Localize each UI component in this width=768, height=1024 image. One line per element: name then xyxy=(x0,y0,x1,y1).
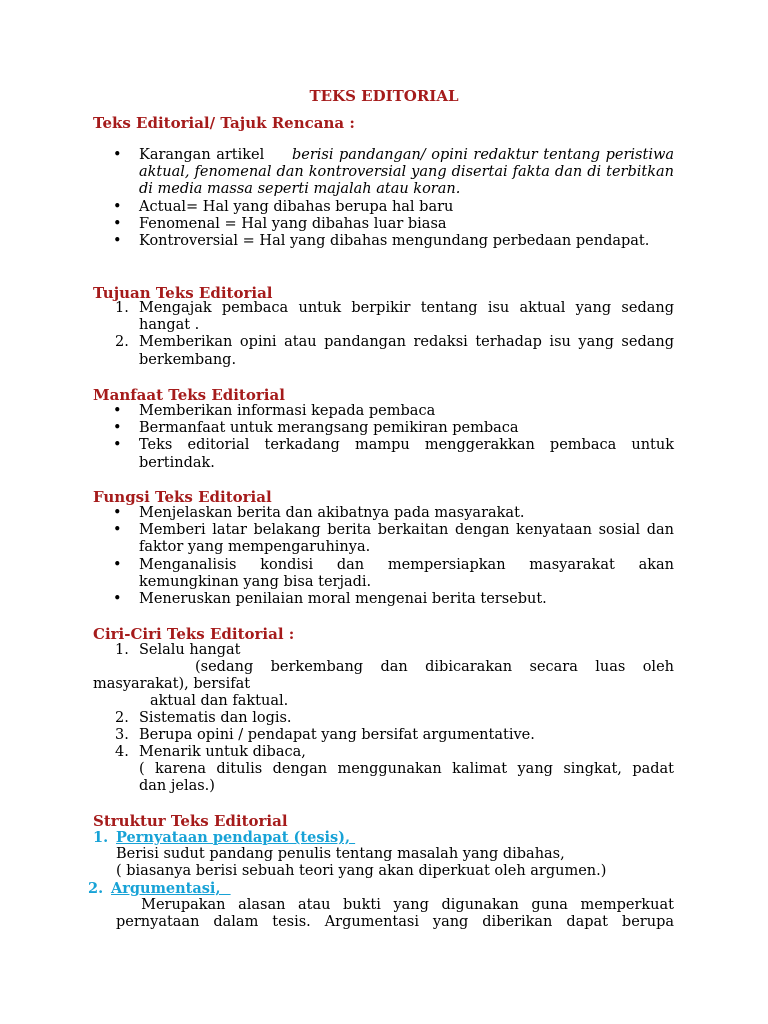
bullet-icon: • xyxy=(113,437,122,454)
list-number: 2. xyxy=(115,334,129,351)
definition-list xyxy=(93,147,674,250)
ciri-item-4-line2: ( karena ditulis dengan menggunakan kalimat yang singkat, padat xyxy=(139,761,674,777)
definition-item-italic: berisi pandangan/ opini redaktur tentang peristiwa aktual, fenomenal dan kontroversial yang disertai fakta dan di terbitkan di media massa seperti majalah atau koran. xyxy=(139,147,675,198)
ciri-number-1: 1. xyxy=(115,642,129,658)
struktur-heading-tesis[interactable]: Pernyataan pendapat (tesis), xyxy=(116,829,356,846)
bullet-icon: • xyxy=(113,233,122,250)
ciri-item-1-line2: (sedang berkembang dan dibicarakan secara luas oleh xyxy=(195,659,674,675)
struktur-number-1: 1. xyxy=(93,829,109,846)
manfaat-list xyxy=(93,403,674,472)
ciri-number-4: 4. xyxy=(115,744,129,760)
ciri-item-4: Menarik untuk dibaca, xyxy=(139,744,306,760)
tujuan-list xyxy=(93,300,674,369)
bullet-icon: • xyxy=(113,215,122,232)
list-item xyxy=(93,300,674,334)
definition-item-text: Fenomenal = Hal yang dibahas luar biasa xyxy=(139,215,447,232)
section-heading-ciri: Ciri-Ciri Teks Editorial : xyxy=(93,625,295,643)
list-item xyxy=(93,216,674,233)
manfaat-item-text: Memberikan informasi kepada pembaca xyxy=(139,403,436,419)
list-item xyxy=(93,199,674,216)
ciri-item-3: Berupa opini / pendapat yang bersifat argumentative. xyxy=(139,727,535,743)
bullet-icon: • xyxy=(113,505,122,521)
definition-item-normal: Karangan artikel xyxy=(139,147,265,163)
list-item xyxy=(93,403,674,420)
fungsi-item-text: Menjelaskan berita dan akibatnya pada masyarakat. xyxy=(139,505,525,521)
fungsi-item-text: Memberi latar belakang berita berkaitan dengan kenyataan sosial dan faktor yang mempengaruhinya. xyxy=(139,522,674,556)
bullet-icon: • xyxy=(113,198,122,215)
manfaat-item-text: Bermanfaat untuk merangsang pemikiran pembaca xyxy=(139,420,519,437)
list-item xyxy=(93,522,674,556)
ciri-number-3: 3. xyxy=(115,727,129,743)
list-item xyxy=(93,505,674,522)
struktur-argumentasi-line2: pernyataan dalam tesis. Argumentasi yang diberikan dapat berupa xyxy=(116,914,674,930)
manfaat-item-text: Teks editorial terkadang mampu menggerakkan pembaca untuk bertindak. xyxy=(139,437,674,471)
section-heading-fungsi: Fungsi Teks Editorial xyxy=(93,488,272,506)
list-item xyxy=(93,557,674,591)
page-title: TEKS EDITORIAL xyxy=(309,87,459,105)
bullet-icon: • xyxy=(113,591,122,608)
section-heading-definition: Teks Editorial/ Tajuk Rencana : xyxy=(93,114,355,132)
ciri-item-2: Sistematis dan logis. xyxy=(139,710,292,726)
bullet-icon: • xyxy=(113,522,122,539)
struktur-tesis-line2: ( biasanya berisi sebuah teori yang akan diperkuat oleh argumen.) xyxy=(116,863,607,879)
fungsi-item-text: Meneruskan penilaian moral mengenai berita tersebut. xyxy=(139,591,547,608)
tujuan-item-text: Memberikan opini atau pandangan redaksi terhadap isu yang sedang berkembang. xyxy=(139,334,674,368)
tujuan-item-text: Mengajak pembaca untuk berpikir tentang isu aktual yang sedang hangat . xyxy=(139,300,674,334)
struktur-number-2: 2. xyxy=(88,880,104,897)
list-item xyxy=(93,420,674,437)
list-item xyxy=(93,233,674,250)
struktur-argumentasi-line1: Merupakan alasan atau bukti yang digunakan guna memperkuat xyxy=(116,897,674,913)
struktur-tesis-line1: Berisi sudut pandang penulis tentang masalah yang dibahas, xyxy=(116,846,565,862)
ciri-item-1-line3: masyarakat), bersifat xyxy=(93,676,251,692)
list-number: 1. xyxy=(115,300,129,316)
bullet-icon: • xyxy=(113,420,122,437)
list-item xyxy=(93,334,674,368)
definition-item-text: Actual= Hal yang dibahas berupa hal baru xyxy=(139,198,454,215)
list-item xyxy=(93,437,674,471)
list-item xyxy=(93,591,674,608)
ciri-item-1: Selalu hangat xyxy=(139,642,241,658)
section-heading-struktur: Struktur Teks Editorial xyxy=(93,812,288,830)
bullet-icon: • xyxy=(113,556,122,573)
ciri-number-2: 2. xyxy=(115,710,129,726)
definition-item-text: Kontroversial = Hal yang dibahas mengundang perbedaan pendapat. xyxy=(139,233,650,250)
ciri-item-4-line3: dan jelas.) xyxy=(139,778,215,794)
section-heading-tujuan: Tujuan Teks Editorial xyxy=(93,284,273,302)
struktur-heading-argumentasi[interactable]: Argumentasi, xyxy=(111,880,231,897)
bullet-icon: • xyxy=(113,147,122,163)
fungsi-list xyxy=(93,505,674,608)
list-item xyxy=(93,147,674,199)
bullet-icon: • xyxy=(113,403,122,419)
fungsi-item-text: Menganalisis kondisi dan mempersiapkan masyarakat akan kemungkinan yang bisa terjadi. xyxy=(139,556,674,590)
ciri-item-1-line4: aktual dan faktual. xyxy=(150,693,289,709)
section-heading-manfaat: Manfaat Teks Editorial xyxy=(93,386,285,404)
